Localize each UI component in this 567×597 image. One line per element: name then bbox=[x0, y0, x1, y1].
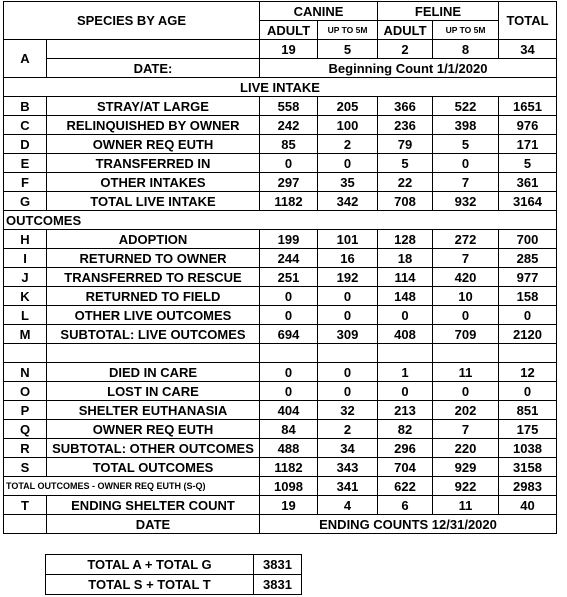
row-letter: G bbox=[4, 192, 47, 211]
row-label: OWNER REQ EUTH bbox=[47, 420, 260, 439]
value-cell: 343 bbox=[318, 458, 378, 477]
row-letter: F bbox=[4, 173, 47, 192]
row-letter: M bbox=[4, 325, 47, 344]
table-row bbox=[4, 363, 557, 382]
row-letter: L bbox=[4, 306, 47, 325]
value-cell: 4 bbox=[318, 496, 378, 515]
table-row bbox=[4, 439, 557, 458]
row-label: TOTAL OUTCOMES bbox=[47, 458, 260, 477]
value-cell: 148 bbox=[378, 287, 433, 306]
total-cell: 2120 bbox=[499, 325, 557, 344]
row-label: SHELTER EUTHANASIA bbox=[47, 401, 260, 420]
table-row bbox=[4, 116, 557, 135]
species-by-age-header: SPECIES BY AGE bbox=[4, 2, 260, 40]
row-label: RELINQUISHED BY OWNER bbox=[47, 116, 260, 135]
row-label: OWNER REQ EUTH bbox=[47, 135, 260, 154]
row-label: RETURNED TO FIELD bbox=[47, 287, 260, 306]
value-cell: 242 bbox=[260, 116, 318, 135]
value-cell: 8 bbox=[433, 40, 499, 59]
value-cell: 85 bbox=[260, 135, 318, 154]
value-cell: 1 bbox=[378, 363, 433, 382]
ending-date-label: DATE bbox=[47, 515, 260, 534]
value-cell: 420 bbox=[433, 268, 499, 287]
table-row bbox=[4, 192, 557, 211]
blank-cell bbox=[378, 344, 433, 363]
value-cell: 251 bbox=[260, 268, 318, 287]
row-letter: C bbox=[4, 116, 47, 135]
value-cell: 79 bbox=[378, 135, 433, 154]
total-header: TOTAL bbox=[499, 2, 557, 40]
row-letter: H bbox=[4, 230, 47, 249]
value-cell: 522 bbox=[433, 97, 499, 116]
value-cell: 101 bbox=[318, 230, 378, 249]
value-cell: 5 bbox=[378, 154, 433, 173]
summary-table bbox=[45, 554, 302, 595]
species-by-age-table bbox=[3, 1, 557, 534]
table-row bbox=[4, 154, 557, 173]
row-letter: D bbox=[4, 135, 47, 154]
summary-value: 3831 bbox=[254, 575, 302, 595]
total-cell: 175 bbox=[499, 420, 557, 439]
total-cell: 0 bbox=[499, 382, 557, 401]
value-cell: 0 bbox=[260, 287, 318, 306]
value-cell: 922 bbox=[433, 477, 499, 496]
value-cell: 0 bbox=[318, 363, 378, 382]
canine-up-to-5m-header: UP TO 5M bbox=[318, 21, 378, 40]
total-cell: 12 bbox=[499, 363, 557, 382]
total-cell: 1038 bbox=[499, 439, 557, 458]
summary-label: TOTAL A + TOTAL G bbox=[46, 555, 254, 575]
feline-adult-header: ADULT bbox=[378, 21, 433, 40]
section-live-intake: LIVE INTAKE bbox=[4, 78, 557, 97]
row-letter: B bbox=[4, 97, 47, 116]
value-cell: 0 bbox=[318, 306, 378, 325]
blank-cell bbox=[47, 40, 260, 59]
value-cell: 0 bbox=[260, 382, 318, 401]
value-cell: 213 bbox=[378, 401, 433, 420]
value-cell: 0 bbox=[378, 382, 433, 401]
value-cell: 34 bbox=[318, 439, 378, 458]
row-letter: I bbox=[4, 249, 47, 268]
table-row bbox=[4, 249, 557, 268]
table-row bbox=[4, 401, 557, 420]
value-cell: 0 bbox=[433, 306, 499, 325]
value-cell: 6 bbox=[378, 496, 433, 515]
total-cell: 976 bbox=[499, 116, 557, 135]
blank-cell bbox=[4, 515, 47, 534]
value-cell: 366 bbox=[378, 97, 433, 116]
value-cell: 0 bbox=[433, 382, 499, 401]
summary-label: TOTAL S + TOTAL T bbox=[46, 575, 254, 595]
value-cell: 1098 bbox=[260, 477, 318, 496]
value-cell: 694 bbox=[260, 325, 318, 344]
total-cell: 700 bbox=[499, 230, 557, 249]
value-cell: 192 bbox=[318, 268, 378, 287]
total-cell: 361 bbox=[499, 173, 557, 192]
total-cell: 158 bbox=[499, 287, 557, 306]
value-cell: 114 bbox=[378, 268, 433, 287]
value-cell: 341 bbox=[318, 477, 378, 496]
ending-shelter-count-label: ENDING SHELTER COUNT bbox=[47, 496, 260, 515]
value-cell: 84 bbox=[260, 420, 318, 439]
value-cell: 622 bbox=[378, 477, 433, 496]
value-cell: 32 bbox=[318, 401, 378, 420]
value-cell: 408 bbox=[378, 325, 433, 344]
total-cell: 3164 bbox=[499, 192, 557, 211]
row-label: DIED IN CARE bbox=[47, 363, 260, 382]
row-label: SUBTOTAL: LIVE OUTCOMES bbox=[47, 325, 260, 344]
table-row bbox=[4, 458, 557, 477]
table-row bbox=[4, 287, 557, 306]
value-cell: 7 bbox=[433, 173, 499, 192]
value-cell: 709 bbox=[433, 325, 499, 344]
table-row bbox=[4, 268, 557, 287]
value-cell: 5 bbox=[318, 40, 378, 59]
value-cell: 205 bbox=[318, 97, 378, 116]
blank-cell bbox=[499, 344, 557, 363]
value-cell: 342 bbox=[318, 192, 378, 211]
date-label: DATE: bbox=[47, 59, 260, 78]
value-cell: 558 bbox=[260, 97, 318, 116]
value-cell: 19 bbox=[260, 496, 318, 515]
value-cell: 220 bbox=[433, 439, 499, 458]
canine-header: CANINE bbox=[260, 2, 378, 21]
row-label: STRAY/AT LARGE bbox=[47, 97, 260, 116]
value-cell: 0 bbox=[433, 154, 499, 173]
row-letter: O bbox=[4, 382, 47, 401]
value-cell: 0 bbox=[260, 306, 318, 325]
value-cell: 202 bbox=[433, 401, 499, 420]
row-label: OTHER LIVE OUTCOMES bbox=[47, 306, 260, 325]
value-cell: 297 bbox=[260, 173, 318, 192]
table-row bbox=[4, 135, 557, 154]
value-cell: 11 bbox=[433, 496, 499, 515]
row-letter: T bbox=[4, 496, 47, 515]
row-letter: S bbox=[4, 458, 47, 477]
row-letter: E bbox=[4, 154, 47, 173]
table-row bbox=[4, 420, 557, 439]
canine-adult-header: ADULT bbox=[260, 21, 318, 40]
row-letter: R bbox=[4, 439, 47, 458]
row-label: LOST IN CARE bbox=[47, 382, 260, 401]
value-cell: 398 bbox=[433, 116, 499, 135]
value-cell: 2 bbox=[318, 420, 378, 439]
table-row bbox=[4, 306, 557, 325]
value-cell: 199 bbox=[260, 230, 318, 249]
value-cell: 929 bbox=[433, 458, 499, 477]
value-cell: 22 bbox=[378, 173, 433, 192]
row-label: OTHER INTAKES bbox=[47, 173, 260, 192]
value-cell: 11 bbox=[433, 363, 499, 382]
row-label: TRANSFERRED IN bbox=[47, 154, 260, 173]
total-cell: 285 bbox=[499, 249, 557, 268]
total-cell: 977 bbox=[499, 268, 557, 287]
value-cell: 704 bbox=[378, 458, 433, 477]
value-cell: 2 bbox=[378, 40, 433, 59]
value-cell: 708 bbox=[378, 192, 433, 211]
value-cell: 0 bbox=[260, 363, 318, 382]
value-cell: 10 bbox=[433, 287, 499, 306]
summary-value: 3831 bbox=[254, 555, 302, 575]
beginning-count-date: Beginning Count 1/1/2020 bbox=[260, 59, 557, 78]
total-cell: 171 bbox=[499, 135, 557, 154]
value-cell: 236 bbox=[378, 116, 433, 135]
value-cell: 16 bbox=[318, 249, 378, 268]
value-cell: 244 bbox=[260, 249, 318, 268]
total-cell: 0 bbox=[499, 306, 557, 325]
value-cell: 2 bbox=[318, 135, 378, 154]
table-row bbox=[4, 173, 557, 192]
total-cell: 34 bbox=[499, 40, 557, 59]
total-cell: 3158 bbox=[499, 458, 557, 477]
value-cell: 0 bbox=[318, 382, 378, 401]
feline-up-to-5m-header: UP TO 5M bbox=[433, 21, 499, 40]
value-cell: 0 bbox=[378, 306, 433, 325]
row-label: TRANSFERRED TO RESCUE bbox=[47, 268, 260, 287]
value-cell: 35 bbox=[318, 173, 378, 192]
value-cell: 488 bbox=[260, 439, 318, 458]
feline-header: FELINE bbox=[378, 2, 499, 21]
value-cell: 128 bbox=[378, 230, 433, 249]
blank-cell bbox=[433, 344, 499, 363]
value-cell: 272 bbox=[433, 230, 499, 249]
value-cell: 404 bbox=[260, 401, 318, 420]
row-label: SUBTOTAL: OTHER OUTCOMES bbox=[47, 439, 260, 458]
value-cell: 18 bbox=[378, 249, 433, 268]
value-cell: 932 bbox=[433, 192, 499, 211]
row-letter: K bbox=[4, 287, 47, 306]
table-row bbox=[4, 230, 557, 249]
total-minus-owner-euth-label: TOTAL OUTCOMES - OWNER REQ EUTH (S-Q) bbox=[4, 477, 260, 496]
value-cell: 82 bbox=[378, 420, 433, 439]
value-cell: 309 bbox=[318, 325, 378, 344]
row-label: RETURNED TO OWNER bbox=[47, 249, 260, 268]
value-cell: 7 bbox=[433, 249, 499, 268]
value-cell: 19 bbox=[260, 40, 318, 59]
total-cell: 1651 bbox=[499, 97, 557, 116]
row-letter: P bbox=[4, 401, 47, 420]
value-cell: 100 bbox=[318, 116, 378, 135]
value-cell: 1182 bbox=[260, 458, 318, 477]
row-letter: Q bbox=[4, 420, 47, 439]
value-cell: 0 bbox=[318, 154, 378, 173]
table-row bbox=[4, 325, 557, 344]
value-cell: 7 bbox=[433, 420, 499, 439]
row-label: ADOPTION bbox=[47, 230, 260, 249]
blank-cell bbox=[260, 344, 318, 363]
ending-counts-date: ENDING COUNTS 12/31/2020 bbox=[260, 515, 557, 534]
row-letter: A bbox=[4, 40, 47, 78]
blank-cell bbox=[318, 344, 378, 363]
total-cell: 2983 bbox=[499, 477, 557, 496]
value-cell: 296 bbox=[378, 439, 433, 458]
section-outcomes: OUTCOMES bbox=[4, 211, 557, 230]
total-cell: 851 bbox=[499, 401, 557, 420]
total-cell: 5 bbox=[499, 154, 557, 173]
table-row bbox=[4, 97, 557, 116]
table-row bbox=[4, 382, 557, 401]
row-label: TOTAL LIVE INTAKE bbox=[47, 192, 260, 211]
blank-cell bbox=[47, 344, 260, 363]
value-cell: 5 bbox=[433, 135, 499, 154]
value-cell: 0 bbox=[318, 287, 378, 306]
total-cell: 40 bbox=[499, 496, 557, 515]
value-cell: 1182 bbox=[260, 192, 318, 211]
row-letter: J bbox=[4, 268, 47, 287]
blank-cell bbox=[4, 344, 47, 363]
row-letter: N bbox=[4, 363, 47, 382]
value-cell: 0 bbox=[260, 154, 318, 173]
